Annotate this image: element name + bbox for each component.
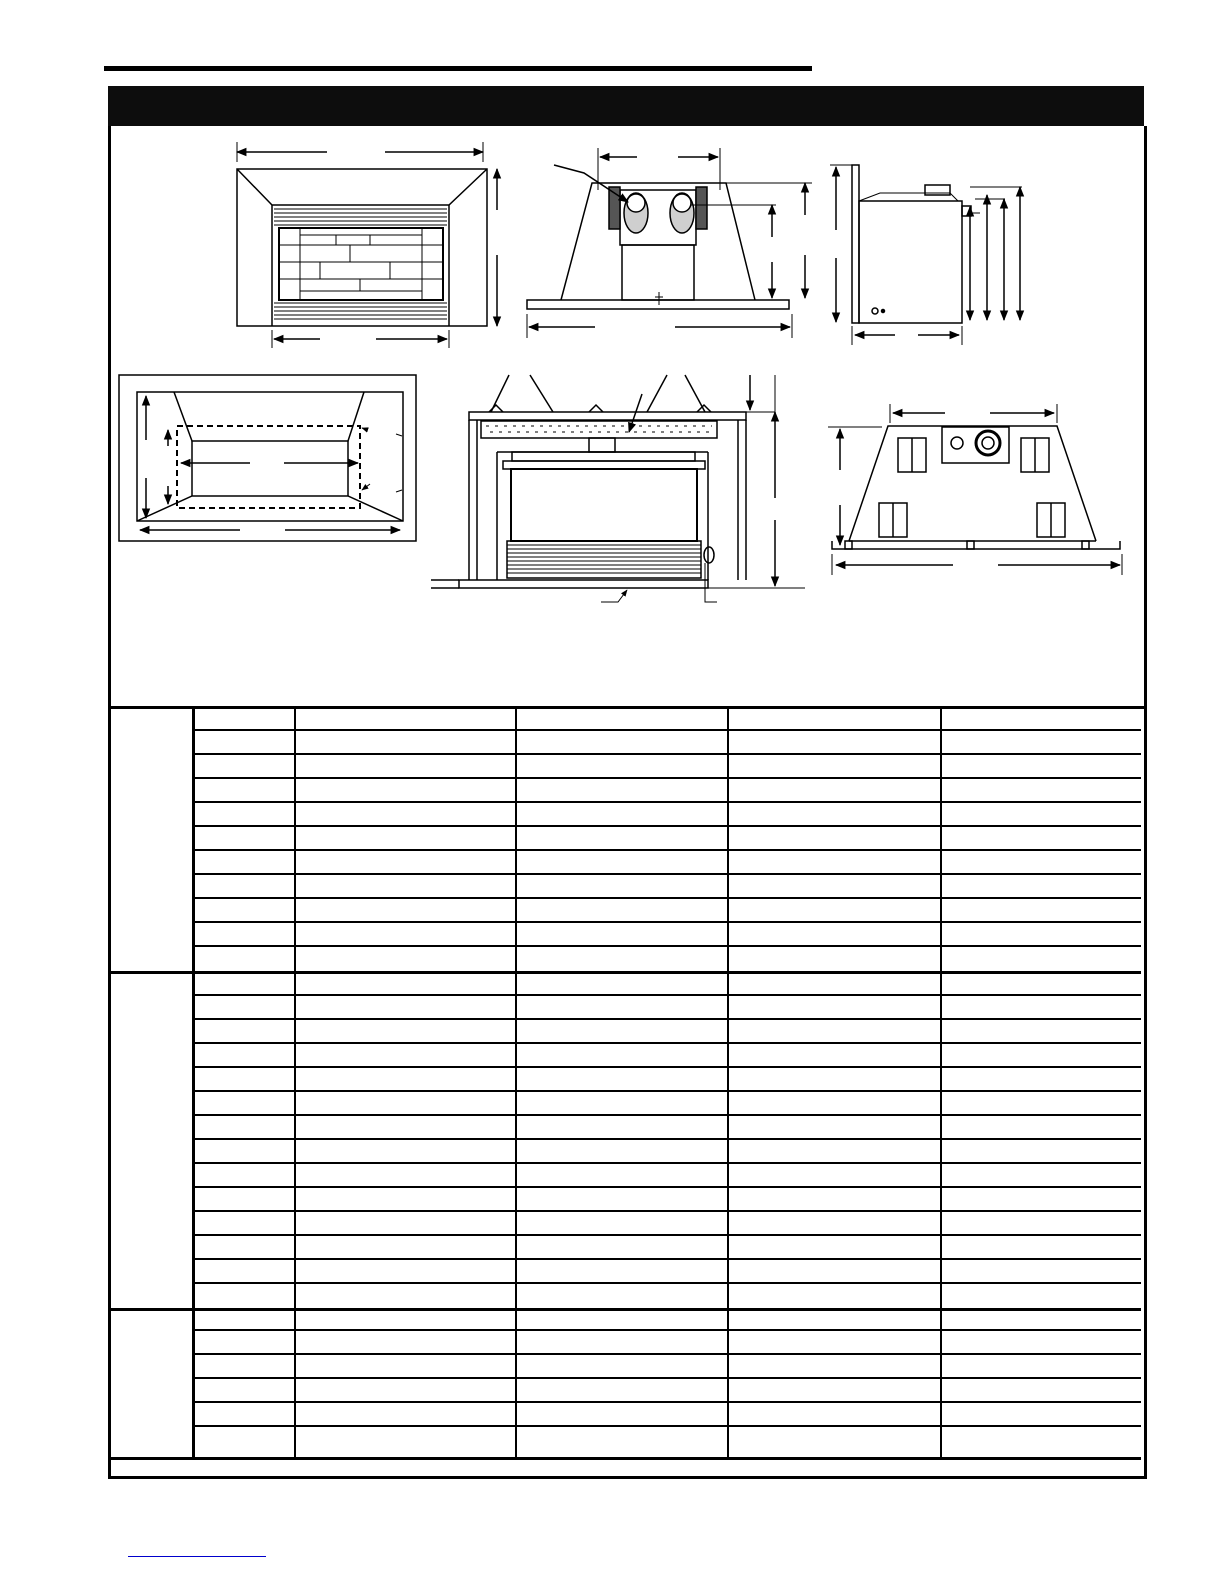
table-cell: [295, 946, 516, 973]
table-row: [111, 1187, 1141, 1211]
table-cell: [295, 1139, 516, 1163]
table-cell: [295, 995, 516, 1019]
table-cell: [516, 995, 728, 1019]
table-cell: [193, 1115, 295, 1139]
table-cell: [941, 946, 1141, 973]
table-cell: [516, 1163, 728, 1187]
table-cell: [193, 826, 295, 850]
table-cell: [295, 1354, 516, 1378]
table-row: [111, 1067, 1141, 1091]
table-cell: [193, 754, 295, 778]
table-cell: [295, 850, 516, 874]
table-cell: [728, 1139, 941, 1163]
table-row: [111, 1402, 1141, 1426]
table-cell: [516, 1378, 728, 1402]
table-cell: [941, 874, 1141, 898]
table-cell: [728, 1211, 941, 1235]
table-cell: [295, 1283, 516, 1310]
front-view: [237, 142, 497, 348]
table-cell: [941, 1354, 1141, 1378]
table-cell: [941, 1163, 1141, 1187]
table-cell: [193, 973, 295, 996]
table-cell: [295, 826, 516, 850]
table-cell: [728, 1019, 941, 1043]
table-row: [111, 1091, 1141, 1115]
table-row: [111, 709, 1141, 730]
table-cell: [516, 1115, 728, 1139]
table-cell: [193, 1139, 295, 1163]
table-cell: [193, 898, 295, 922]
table-cell: [728, 730, 941, 754]
table-cell: [941, 1091, 1141, 1115]
table-cell: [728, 1426, 941, 1459]
table-cell: [193, 1354, 295, 1378]
table-cell: [295, 874, 516, 898]
table-cell: [516, 730, 728, 754]
table-cell: [941, 1283, 1141, 1310]
footer-link-underline[interactable]: [128, 1556, 266, 1557]
table-row: [111, 850, 1141, 874]
table-cell: [295, 1402, 516, 1426]
table-cell: [193, 1091, 295, 1115]
table-cell: [941, 1019, 1141, 1043]
table-cell: [728, 922, 941, 946]
table-cell: [728, 973, 941, 996]
table-cell: [193, 1163, 295, 1187]
table-cell: [728, 1235, 941, 1259]
table-cell: [516, 1310, 728, 1331]
table-cell: [516, 874, 728, 898]
table-cell: [516, 850, 728, 874]
table-cell: [295, 922, 516, 946]
table-cell: [516, 1330, 728, 1354]
table-cell: [728, 1402, 941, 1426]
table-cell: [728, 802, 941, 826]
table-cell: [516, 1019, 728, 1043]
table-cell: [941, 850, 1141, 874]
table-cell: [728, 754, 941, 778]
table-cell: [941, 1139, 1141, 1163]
table-cell: [295, 730, 516, 754]
row-group-label: [111, 1310, 193, 1459]
table-cell: [295, 1163, 516, 1187]
table-cell: [941, 973, 1141, 996]
table-cell: [941, 898, 1141, 922]
table-cell: [516, 922, 728, 946]
table-row: [111, 898, 1141, 922]
table-cell: [193, 874, 295, 898]
table-row: [111, 1019, 1141, 1043]
table-row: [111, 1163, 1141, 1187]
table-cell: [295, 1187, 516, 1211]
table-cell: [295, 802, 516, 826]
table-cell: [295, 1426, 516, 1459]
table-cell: [728, 898, 941, 922]
table-row: [111, 1378, 1141, 1402]
table-cell: [516, 1211, 728, 1235]
table-cell: [516, 1187, 728, 1211]
table-cell: [516, 1402, 728, 1426]
table-cell: [193, 1378, 295, 1402]
table-cell: [941, 754, 1141, 778]
row-group-label: [111, 709, 193, 973]
table-cell: [728, 709, 941, 730]
table-cell: [295, 1043, 516, 1067]
table-cell: [516, 946, 728, 973]
table-cell: [728, 1043, 941, 1067]
table-cell: [193, 1187, 295, 1211]
table-cell: [516, 898, 728, 922]
table-cell: [516, 1139, 728, 1163]
table-cell: [193, 709, 295, 730]
table-cell: [516, 802, 728, 826]
table-cell: [295, 1067, 516, 1091]
table-cell: [941, 802, 1141, 826]
table-cell: [193, 1426, 295, 1459]
table-cell: [941, 1211, 1141, 1235]
table-cell: [728, 946, 941, 973]
table-cell: [728, 1067, 941, 1091]
table-cell: [295, 1235, 516, 1259]
table-cell: [728, 1354, 941, 1378]
table-row: [111, 995, 1141, 1019]
table-cell: [295, 1259, 516, 1283]
table-cell: [193, 1259, 295, 1283]
table-cell: [516, 1354, 728, 1378]
table-cell: [728, 1091, 941, 1115]
table-cell: [295, 1330, 516, 1354]
table-row: [111, 973, 1141, 996]
row-group-label: [111, 973, 193, 1310]
table-cell: [728, 874, 941, 898]
table-row: [111, 874, 1141, 898]
table-cell: [941, 778, 1141, 802]
table-cell: [941, 1115, 1141, 1139]
table-cell: [516, 1091, 728, 1115]
table-cell: [728, 1259, 941, 1283]
table-cell: [941, 1310, 1141, 1331]
dimension-drawings: [0, 0, 1225, 710]
table-row: [111, 1283, 1141, 1310]
table-cell: [941, 709, 1141, 730]
table-cell: [941, 1426, 1141, 1459]
table-cell: [728, 1283, 941, 1310]
table-cell: [941, 826, 1141, 850]
table-cell: [941, 922, 1141, 946]
table-row: [111, 1354, 1141, 1378]
table-cell: [193, 1310, 295, 1331]
table-row: [111, 802, 1141, 826]
table-cell: [193, 1330, 295, 1354]
installed-front-view: [431, 375, 805, 602]
table-cell: [516, 1043, 728, 1067]
table-cell: [941, 1402, 1141, 1426]
table-cell: [941, 1043, 1141, 1067]
table-cell: [295, 973, 516, 996]
table-cell: [193, 1043, 295, 1067]
table-cell: [728, 850, 941, 874]
table-cell: [193, 1067, 295, 1091]
table-cell: [728, 1163, 941, 1187]
table-row: [111, 730, 1141, 754]
top-view: [828, 404, 1122, 575]
table-row: [111, 922, 1141, 946]
table-cell: [516, 709, 728, 730]
table-cell: [295, 709, 516, 730]
table-cell: [193, 1211, 295, 1235]
table-cell: [193, 778, 295, 802]
table-row: [111, 826, 1141, 850]
table-cell: [516, 1426, 728, 1459]
table-cell: [193, 1283, 295, 1310]
table-cell: [728, 1330, 941, 1354]
table-cell: [516, 1259, 728, 1283]
table-cell: [193, 946, 295, 973]
table-cell: [295, 1019, 516, 1043]
table-cell: [941, 1259, 1141, 1283]
table-cell: [728, 778, 941, 802]
table-row: [111, 1211, 1141, 1235]
table-cell: [295, 1310, 516, 1331]
table-cell: [295, 1378, 516, 1402]
table-cell: [728, 826, 941, 850]
table-row: [111, 1330, 1141, 1354]
table-cell: [295, 754, 516, 778]
table-cell: [941, 1067, 1141, 1091]
table-cell: [295, 1211, 516, 1235]
table-row: [111, 778, 1141, 802]
table-cell: [516, 754, 728, 778]
table-cell: [516, 973, 728, 996]
table-cell: [516, 778, 728, 802]
side-view: [830, 165, 1022, 345]
table-cell: [941, 1378, 1141, 1402]
table-cell: [193, 1235, 295, 1259]
firebox-plan-view: [119, 375, 416, 541]
table-row: [111, 1139, 1141, 1163]
table-cell: [193, 730, 295, 754]
table-cell: [295, 898, 516, 922]
dimension-table: [111, 709, 1141, 1460]
table-cell: [728, 1115, 941, 1139]
table-row: [111, 1426, 1141, 1459]
rear-view: [527, 148, 812, 338]
table-cell: [728, 1187, 941, 1211]
table-row: [111, 754, 1141, 778]
table-row: [111, 1310, 1141, 1331]
table-cell: [193, 850, 295, 874]
table-cell: [516, 1067, 728, 1091]
table-cell: [941, 1235, 1141, 1259]
table-cell: [295, 1115, 516, 1139]
table-cell: [728, 995, 941, 1019]
table-cell: [295, 1091, 516, 1115]
table-row: [111, 1115, 1141, 1139]
table-cell: [728, 1378, 941, 1402]
table-cell: [193, 1402, 295, 1426]
table-cell: [941, 730, 1141, 754]
table-row: [111, 946, 1141, 973]
table-row: [111, 1259, 1141, 1283]
table-cell: [941, 1330, 1141, 1354]
table-row: [111, 1043, 1141, 1067]
table-cell: [941, 995, 1141, 1019]
table-cell: [295, 778, 516, 802]
table-row: [111, 1235, 1141, 1259]
table-cell: [516, 1283, 728, 1310]
table-cell: [193, 995, 295, 1019]
table-cell: [941, 1187, 1141, 1211]
table-cell: [193, 1019, 295, 1043]
table-cell: [728, 1310, 941, 1331]
table-cell: [193, 802, 295, 826]
table-cell: [516, 826, 728, 850]
table-cell: [193, 922, 295, 946]
table-cell: [516, 1235, 728, 1259]
